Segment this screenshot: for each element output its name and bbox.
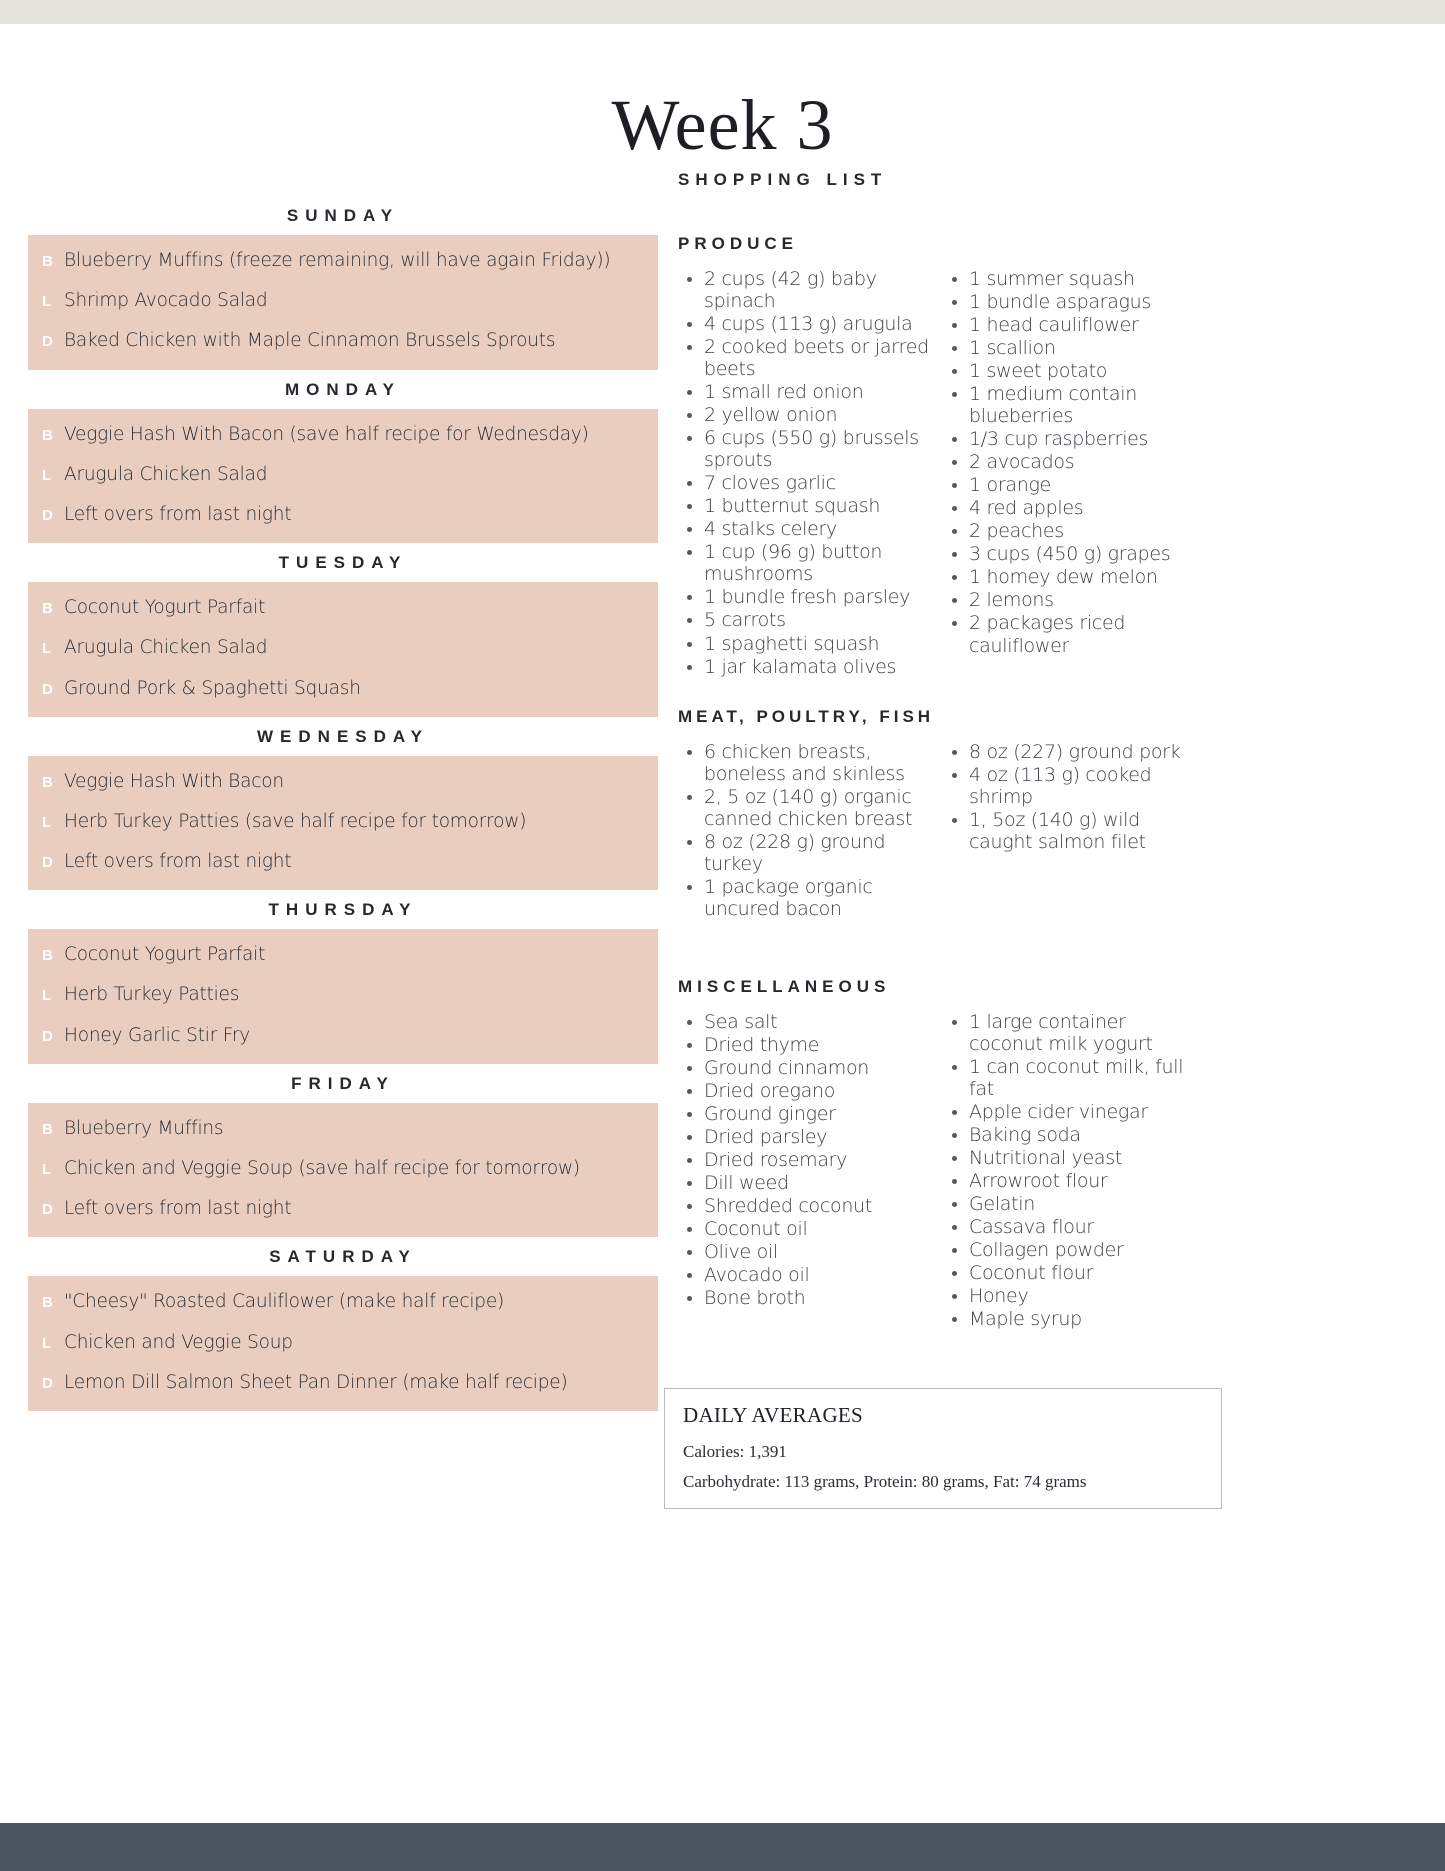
shopping-item: 1 package organic uncured bacon <box>678 876 933 920</box>
shopping-item: 1 scallion <box>943 337 1198 359</box>
meal-row <box>28 669 658 709</box>
day-block <box>28 890 658 1064</box>
shopping-column <box>943 741 1198 921</box>
meal-tag: L <box>42 293 52 311</box>
shopping-item: 1 orange <box>943 474 1198 496</box>
shopping-item: Avocado oil <box>678 1264 933 1286</box>
meal-row <box>28 1149 658 1189</box>
shopping-item: 7 cloves garlic <box>678 472 933 494</box>
shopping-item: 2, 5 oz (140 g) organic canned chicken breast <box>678 786 933 830</box>
shopping-item: Ground ginger <box>678 1103 933 1125</box>
shopping-item: Olive oil <box>678 1241 933 1263</box>
meal-row <box>28 1109 658 1149</box>
meal-name: Arugula Chicken Salad <box>64 637 268 659</box>
shopping-item: 1 small red onion <box>678 381 933 403</box>
day-block <box>28 717 658 891</box>
meal-name: Arugula Chicken Salad <box>64 463 268 485</box>
daily-averages-box <box>664 1388 1222 1509</box>
shopping-item: Collagen powder <box>943 1239 1198 1261</box>
meal-tag: L <box>42 1161 52 1178</box>
shopping-item: Dried oregano <box>678 1080 933 1102</box>
meal-row <box>28 1282 658 1322</box>
shopping-item: 2 avocados <box>943 451 1198 473</box>
shopping-item: 1/3 cup raspberries <box>943 428 1198 450</box>
meal-row <box>28 762 658 802</box>
day-block <box>28 1237 658 1411</box>
meal-name: Ground Pork & Spaghetti Squash <box>64 677 361 699</box>
day-meals <box>28 582 658 717</box>
meal-name: Lemon Dill Salmon Sheet Pan Dinner (make half recipe) <box>64 1371 568 1393</box>
shopping-item: 8 oz (228 g) ground turkey <box>678 831 933 875</box>
shopping-item: 1 can coconut milk, full fat <box>943 1056 1198 1100</box>
daily-averages-macros: Carbohydrate: 113 grams, Protein: 80 grams, Fat: 74 grams <box>683 1472 1087 1491</box>
meal-tag: B <box>42 773 53 791</box>
meal-row <box>28 1016 658 1056</box>
shopping-item: Bone broth <box>678 1287 933 1309</box>
shopping-item: Cassava flour <box>943 1216 1198 1238</box>
meal-name: Veggie Hash With Bacon <box>64 770 284 792</box>
shopping-list-title: SHOPPING LIST <box>678 170 888 189</box>
shopping-item: Honey <box>943 1285 1198 1307</box>
day-meals <box>28 929 658 1064</box>
shopping-item: 8 oz (227) ground pork <box>943 741 1198 763</box>
day-meals <box>28 409 658 544</box>
shopping-item: 2 packages riced cauliflower <box>943 612 1198 656</box>
day-block <box>28 196 658 370</box>
shopping-item: Gelatin <box>943 1193 1198 1215</box>
shopping-item: 6 chicken breasts, boneless and skinless <box>678 741 933 785</box>
shopping-item: 2 cooked beets or jarred beets <box>678 336 933 380</box>
meal-name: Left overs from last night <box>64 1198 292 1220</box>
day-meals <box>28 756 658 891</box>
meal-name: Herb Turkey Patties (save half recipe for tomorrow) <box>64 810 527 832</box>
meal-tag: D <box>42 1201 53 1219</box>
shopping-item-list <box>678 268 933 678</box>
meal-tag: B <box>42 947 53 965</box>
shopping-item-list <box>678 1011 933 1309</box>
day-block <box>28 543 658 717</box>
shopping-item: Shredded coconut <box>678 1195 933 1217</box>
meal-tag: B <box>42 1120 53 1138</box>
shopping-item: 1, 5oz (140 g) wild caught salmon filet <box>943 809 1198 853</box>
shopping-item: 2 peaches <box>943 520 1198 542</box>
day-header: THURSDAY <box>28 890 658 929</box>
meal-tag: B <box>42 253 53 270</box>
meal-row <box>28 455 658 495</box>
shopping-item: 4 red apples <box>943 497 1198 519</box>
meal-tag: D <box>42 1374 53 1392</box>
shopping-item: 1 butternut squash <box>678 495 933 517</box>
day-meals <box>28 235 658 370</box>
shopping-section-columns <box>678 741 1198 921</box>
shopping-item: Apple cider vinegar <box>943 1101 1198 1123</box>
meal-name: Baked Chicken with Maple Cinnamon Brussels Sprouts <box>64 330 556 352</box>
shopping-item: 1 large container coconut milk yogurt <box>943 1011 1198 1055</box>
shopping-column <box>943 268 1198 679</box>
daily-averages-title: DAILY AVERAGES <box>683 1403 864 1427</box>
shopping-item: 1 cup (96 g) button mushrooms <box>678 541 933 585</box>
shopping-item: 3 cups (450 g) grapes <box>943 543 1198 565</box>
section-spacer <box>678 921 1198 977</box>
shopping-item: 6 cups (550 g) brussels sprouts <box>678 427 933 471</box>
meal-row <box>28 281 658 321</box>
meal-row <box>28 1189 658 1229</box>
meal-tag: D <box>42 333 53 351</box>
shopping-item: 1 jar kalamata olives <box>678 656 933 678</box>
day-header: WEDNESDAY <box>28 717 658 756</box>
meal-tag: L <box>42 640 52 658</box>
shopping-item: Dill weed <box>678 1172 933 1194</box>
shopping-list-column <box>678 170 1198 1387</box>
meal-row <box>28 842 658 882</box>
meal-tag: D <box>42 680 53 698</box>
day-meals <box>28 1276 658 1411</box>
shopping-item: 1 bundle fresh parsley <box>678 586 933 608</box>
shopping-item: Dried rosemary <box>678 1149 933 1171</box>
shopping-item: Maple syrup <box>943 1308 1198 1330</box>
shopping-item: 1 spaghetti squash <box>678 633 933 655</box>
meal-name: "Cheesy" Roasted Cauliflower (make half recipe) <box>64 1291 505 1313</box>
meal-row <box>28 935 658 975</box>
shopping-section-columns <box>678 268 1198 679</box>
meal-name: Coconut Yogurt Parfait <box>64 944 266 966</box>
meal-tag: L <box>42 987 52 1005</box>
day-block <box>28 1064 658 1238</box>
day-header: SUNDAY <box>28 196 658 235</box>
shopping-item: Nutritional yeast <box>943 1147 1198 1169</box>
meal-tag: L <box>42 466 52 484</box>
meal-tag: L <box>42 813 52 831</box>
meal-tag: D <box>42 506 53 524</box>
shopping-item: 1 medium contain blueberries <box>943 383 1198 427</box>
shopping-item: Coconut flour <box>943 1262 1198 1284</box>
footer-bar <box>0 1823 1445 1871</box>
shopping-column <box>943 1011 1198 1331</box>
shopping-item: 1 summer squash <box>943 268 1198 290</box>
meal-plan-column <box>28 196 658 1411</box>
meal-tag: B <box>42 1294 53 1312</box>
shopping-section-title: MEAT, POULTRY, FISH <box>678 706 935 726</box>
shopping-item-list <box>943 268 1198 657</box>
meal-name: Blueberry Muffins (freeze remaining, will have again Friday)) <box>64 250 611 271</box>
shopping-item: 1 bundle asparagus <box>943 291 1198 313</box>
meal-row <box>28 1363 658 1403</box>
day-header: SATURDAY <box>28 1237 658 1276</box>
shopping-section <box>678 234 1198 707</box>
day-block <box>28 370 658 544</box>
meal-tag: B <box>42 600 53 618</box>
shopping-column <box>678 741 933 921</box>
meal-row <box>28 495 658 535</box>
meal-name: Left overs from last night <box>64 503 292 525</box>
shopping-item: Ground cinnamon <box>678 1057 933 1079</box>
shopping-item: Dried parsley <box>678 1126 933 1148</box>
shopping-item: 2 cups (42 g) baby spinach <box>678 268 933 312</box>
meal-name: Coconut Yogurt Parfait <box>64 597 266 619</box>
meal-name: Blueberry Muffins <box>64 1117 224 1139</box>
shopping-item: 2 lemons <box>943 589 1198 611</box>
shopping-column <box>678 268 933 679</box>
page-title: Week 3 <box>611 85 834 166</box>
meal-tag: D <box>42 1027 53 1045</box>
meal-row <box>28 415 658 455</box>
meal-tag: D <box>42 854 53 872</box>
meal-name: Left overs from last night <box>64 851 292 873</box>
shopping-item: Baking soda <box>943 1124 1198 1146</box>
meal-row <box>28 975 658 1015</box>
shopping-item-list <box>943 741 1198 853</box>
meal-row <box>28 588 658 628</box>
meal-name: Herb Turkey Patties <box>64 984 240 1006</box>
shopping-item: Dried thyme <box>678 1034 933 1056</box>
shopping-item: 5 carrots <box>678 609 933 631</box>
section-spacer <box>678 1331 1198 1387</box>
shopping-section <box>678 707 1198 977</box>
meal-row <box>28 628 658 668</box>
shopping-item: Sea salt <box>678 1011 933 1033</box>
meal-row <box>28 241 658 281</box>
shopping-item: Arrowroot flour <box>943 1170 1198 1192</box>
day-header: MONDAY <box>28 370 658 409</box>
meal-tag: L <box>42 1334 52 1352</box>
section-spacer <box>678 679 1198 707</box>
meal-row <box>28 1323 658 1363</box>
meal-row <box>28 321 658 361</box>
shopping-item-list <box>943 1011 1198 1330</box>
shopping-section-title: PRODUCE <box>678 234 799 253</box>
shopping-section-columns <box>678 1011 1198 1331</box>
day-meals <box>28 1103 658 1238</box>
shopping-item-list <box>678 741 933 920</box>
meal-name: Chicken and Veggie Soup (save half recipe for tomorrow) <box>64 1158 580 1179</box>
shopping-item: 4 stalks celery <box>678 518 933 540</box>
shopping-item: Coconut oil <box>678 1218 933 1240</box>
shopping-item: 1 head cauliflower <box>943 314 1198 336</box>
day-header: FRIDAY <box>28 1064 658 1103</box>
meal-name: Honey Garlic Stir Fry <box>64 1024 251 1046</box>
shopping-section-title: MISCELLANEOUS <box>678 976 891 996</box>
shopping-item: 1 homey dew melon <box>943 566 1198 588</box>
daily-averages-calories: Calories: 1,391 <box>683 1442 787 1461</box>
shopping-item: 4 cups (113 g) arugula <box>678 313 933 335</box>
day-header: TUESDAY <box>28 543 658 582</box>
meal-row <box>28 802 658 842</box>
shopping-item: 2 yellow onion <box>678 404 933 426</box>
shopping-item: 4 oz (113 g) cooked shrimp <box>943 764 1198 808</box>
shopping-section <box>678 977 1198 1387</box>
top-strip <box>0 0 1445 24</box>
shopping-item: 1 sweet potato <box>943 360 1198 382</box>
meal-tag: B <box>42 426 53 444</box>
meal-name: Veggie Hash With Bacon (save half recipe for Wednesday) <box>64 423 589 445</box>
meal-name: Chicken and Veggie Soup <box>64 1331 293 1353</box>
meal-name: Shrimp Avocado Salad <box>64 290 268 312</box>
shopping-column <box>678 1011 933 1331</box>
